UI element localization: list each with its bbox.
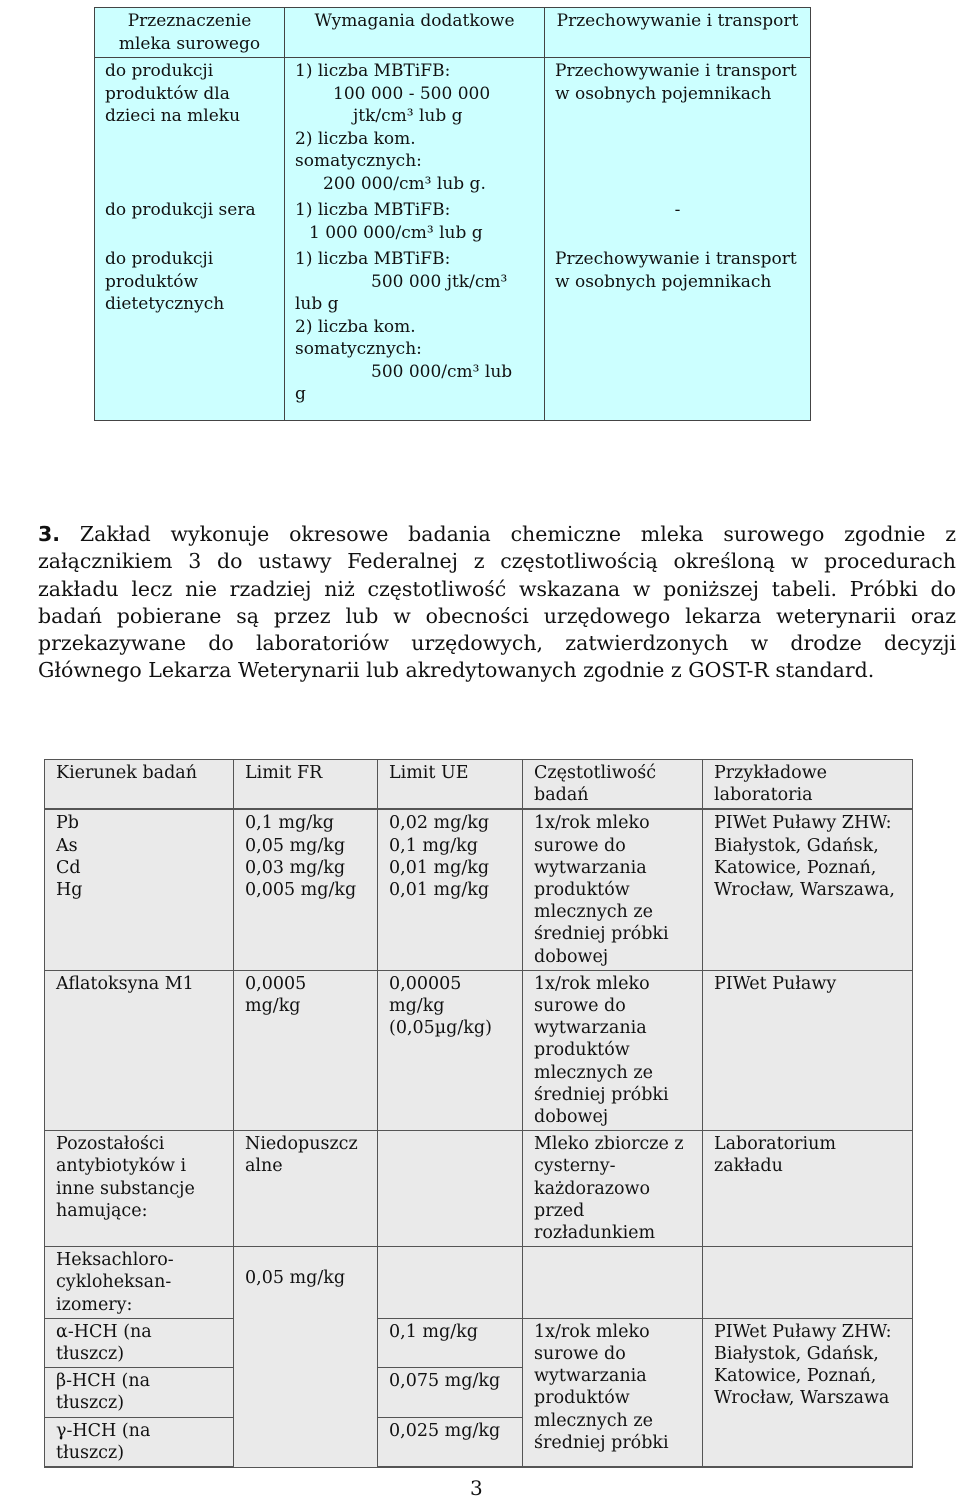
- metals-fr-cell: [234, 809, 378, 970]
- header-requirements: Wymagania dodatkowe: [285, 8, 545, 58]
- frequency-cell: 1x/rok mleko surowe do wytwarzania produktów mlecznych ze średniej próbki dobowej: [523, 809, 703, 970]
- limit-value: 0,03 mg/kg: [245, 857, 346, 878]
- limit-ue-cell: [378, 1247, 523, 1319]
- limit-value: 0,01 mg/kg: [389, 880, 490, 901]
- req-line: 200 000/cm³ lub g.: [323, 173, 486, 194]
- page-number: 3: [470, 1476, 483, 1500]
- req-line: 500 000 jtk/cm³: [371, 271, 508, 292]
- storage-cell: Przechowywanie i transport w osobnych pojemnikach: [545, 246, 811, 420]
- frequency-cell: Mleko zbiorcze z cysterny- każdorazowo przed rozładunkiem: [523, 1131, 703, 1247]
- req-line: 2) liczba kom.: [295, 128, 416, 149]
- limit-value: 0,00005: [389, 973, 462, 994]
- limit-ue-cell: 0,1 mg/kg: [378, 1318, 523, 1367]
- limit-value: 0,02 mg/kg: [389, 813, 490, 834]
- limit-ue-cell: 0,025 mg/kg: [378, 1417, 523, 1467]
- requirements-cell: [285, 246, 545, 420]
- paragraph-text: Zakład wykonuje okresowe badania chemiczne mleka surowego zgodnie z załącznikiem 3 do ustawy Federalnej z częstotliwością określoną w procedurach zakładu lecz nie rzadziej niż częstotliwość wskazana w poniższej tabeli. Próbki do badań pobierane są przez lub w obecności urzędowego lekarza weterynarii oraz przekazywane do laboratoriów urzędowych, zatwierdzonych w drodze decyzji Głównego Lekarza Weterynarii lub akredytowanych zgodnie z GOST-R standard.: [38, 522, 956, 683]
- table-row: [45, 970, 913, 1130]
- req-line: g: [295, 384, 306, 404]
- purpose-cell: do produkcji produktów dietetycznych: [95, 246, 285, 420]
- header-storage: Przechowywanie i transport: [545, 8, 811, 58]
- metals-names-cell: [45, 809, 234, 970]
- metal-name: Hg: [56, 880, 83, 901]
- req-line: 1) liczba MBTiFB:: [295, 249, 451, 269]
- requirements-cell: [285, 58, 545, 198]
- req-line: 2) liczba kom.: [295, 316, 416, 337]
- table-row: [95, 197, 811, 246]
- limit-value: 0,1 mg/kg: [245, 813, 334, 834]
- limit-fr-cell: 0,0005 mg/kg: [234, 970, 378, 1130]
- chemical-tests-table: [44, 759, 913, 1468]
- isomer-name-cell: γ-HCH (na tłuszcz): [45, 1417, 234, 1467]
- header-limit-ue: Limit UE: [378, 760, 523, 810]
- limit-value: 0,05 mg/kg: [245, 835, 346, 856]
- req-line: 100 000 - 500 000: [333, 83, 491, 104]
- limit-value: 0,01 mg/kg: [389, 857, 490, 878]
- req-line: 500 000/cm³ lub: [371, 361, 513, 382]
- purpose-cell: do produkcji produktów dla dzieci na mleku: [95, 58, 285, 198]
- isomer-name-cell: α-HCH (na tłuszcz): [45, 1318, 234, 1367]
- milk-purpose-table: [94, 7, 811, 421]
- frequency-cell: 1x/rok mleko surowe do wytwarzania produktów mlecznych ze średniej próbki dobowej: [523, 970, 703, 1130]
- limit-ue-cell: [378, 1131, 523, 1247]
- req-line: somatycznych:: [295, 339, 422, 359]
- limit-ue-cell: [378, 970, 523, 1130]
- laboratory-cell: PIWet Puławy ZHW: Białystok, Gdańsk, Katowice, Poznań, Wrocław, Warszawa: [703, 1318, 913, 1467]
- req-line: lub g: [295, 294, 339, 314]
- frequency-cell: [523, 1247, 703, 1319]
- test-name-cell: Aflatoksyna M1: [45, 970, 234, 1130]
- purpose-cell: do produkcji sera: [95, 197, 285, 246]
- table-row: [45, 1247, 913, 1319]
- storage-cell: Przechowywanie i transport w osobnych pojemnikach: [545, 58, 811, 198]
- limit-value: (0,05µg/kg): [389, 1018, 492, 1039]
- paragraph-number: 3.: [38, 522, 61, 546]
- requirements-cell: [285, 197, 545, 246]
- laboratory-cell: PIWet Puławy: [703, 970, 913, 1130]
- req-line: 1) liczba MBTiFB:: [295, 200, 451, 220]
- table-row: [45, 1131, 913, 1247]
- table-row: [45, 809, 913, 970]
- metals-ue-cell: [378, 809, 523, 970]
- limit-value: mg/kg: [389, 996, 445, 1017]
- metal-name: Cd: [56, 857, 81, 878]
- req-line: jtk/cm³ lub g: [353, 106, 463, 126]
- laboratory-cell: Laboratorium zakładu: [703, 1131, 913, 1247]
- req-line: 1 000 000/cm³ lub g: [309, 222, 483, 243]
- limit-ue-cell: 0,075 mg/kg: [378, 1368, 523, 1417]
- limit-value: 0,1 mg/kg: [389, 835, 478, 856]
- req-line: somatycznych:: [295, 151, 422, 171]
- header-purpose: Przeznaczenie mleka surowego: [95, 8, 285, 58]
- frequency-cell: 1x/rok mleko surowe do wytwarzania produktów mlecznych ze średniej próbki: [523, 1318, 703, 1467]
- table-row: [45, 1318, 913, 1367]
- storage-cell: -: [545, 197, 811, 246]
- limit-fr-cell: 0,05 mg/kg: [234, 1247, 378, 1467]
- metal-name: Pb: [56, 813, 79, 834]
- header-direction: Kierunek badań: [45, 760, 234, 810]
- req-line: 1) liczba MBTiFB:: [295, 61, 451, 81]
- test-name-cell: Heksachloro- cykloheksan- izomery:: [45, 1247, 234, 1319]
- table-row: [95, 246, 811, 420]
- limit-fr-cell: Niedopuszcz alne: [234, 1131, 378, 1247]
- section-paragraph: [38, 521, 956, 685]
- laboratory-cell: [703, 1247, 913, 1319]
- metal-name: As: [56, 835, 78, 856]
- isomer-name-cell: β-HCH (na tłuszcz): [45, 1368, 234, 1417]
- laboratory-cell: PIWet Puławy ZHW: Białystok, Gdańsk, Katowice, Poznań, Wrocław, Warszawa,: [703, 809, 913, 970]
- test-name-cell: Pozostałości antybiotyków i inne substancje hamujące:: [45, 1131, 234, 1247]
- header-limit-fr: Limit FR: [234, 760, 378, 810]
- limit-value: 0,005 mg/kg: [245, 880, 357, 901]
- table-header-row: [45, 760, 913, 810]
- header-frequency: Częstotliwość badań: [523, 760, 703, 810]
- table-header-row: [95, 8, 811, 58]
- table-row: [95, 58, 811, 198]
- header-laboratories: Przykładowe laboratoria: [703, 760, 913, 810]
